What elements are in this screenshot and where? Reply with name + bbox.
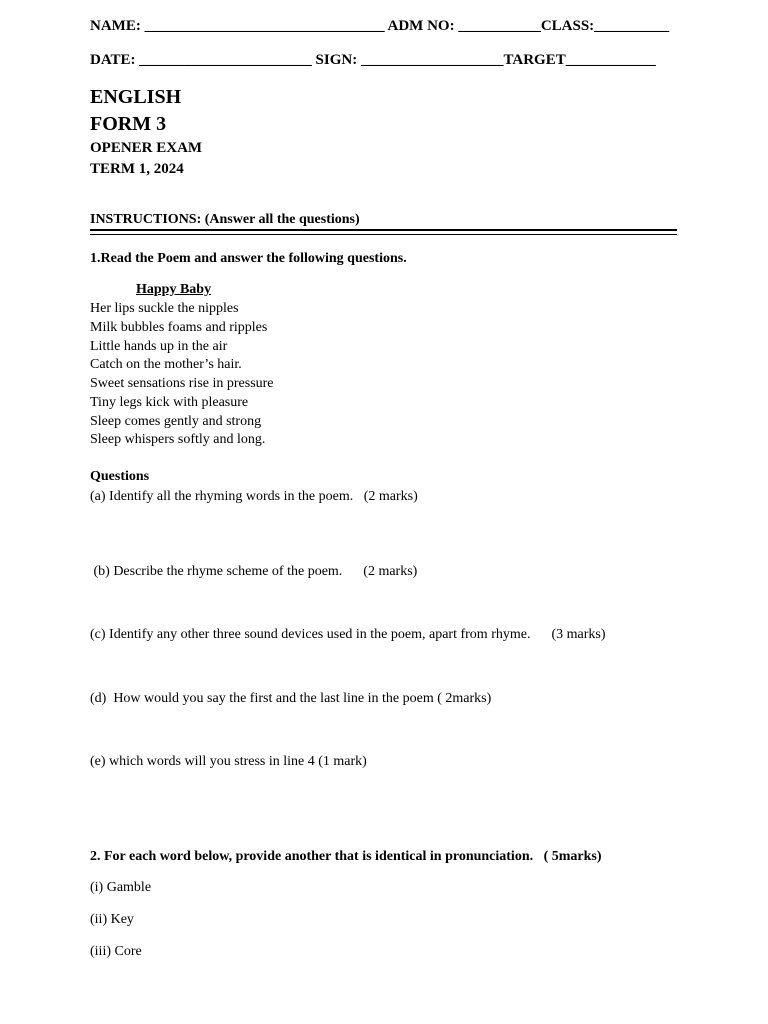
question-1c: (c) Identify any other three sound devices used in the poem, apart from rhyme. (3 marks) [90,627,606,642]
student-details-line: NAME: ________________________________ ADM NO: ___________CLASS:__________ [90,18,670,34]
form-title: FORM 3 [90,113,167,135]
question-1a: (a) Identify all the rhyming words in the poem. (2 marks) [90,489,418,504]
questions-heading: Questions [90,469,150,484]
instructions: INSTRUCTIONS: (Answer all the questions) [90,212,360,227]
instructions-rule-top [90,229,677,231]
question-2-prompt: 2. For each word below, provide another that is identical in pronunciation. ( 5marks) [90,849,602,864]
poem-line: Milk bubbles foams and ripples [90,320,268,335]
question-1-prompt: 1.Read the Poem and answer the following questions. [90,251,407,266]
question-2-item: (ii) Key [90,912,134,927]
poem-line: Sleep comes gently and strong [90,414,262,429]
poem-line: Catch on the mother’s hair. [90,357,242,372]
term-title: TERM 1, 2024 [90,161,184,177]
poem-line: Little hands up in the air [90,339,228,354]
poem-line: Sleep whispers softly and long. [90,432,266,447]
question-1b: (b) Describe the rhyme scheme of the poem. (2 marks) [90,564,418,579]
poem-line: Her lips suckle the nipples [90,301,239,316]
question-2-item: (i) Gamble [90,880,152,895]
subject-title: ENGLISH [90,86,182,108]
instructions-rule-bottom [90,234,677,235]
date-sign-target-line: DATE: _______________________ SIGN: ___________________TARGET____________ [90,52,656,68]
poem-line: Tiny legs kick with pleasure [90,395,249,410]
question-1e: (e) which words will you stress in line 4 (1 mark) [90,754,367,769]
poem-title: Happy Baby [136,282,212,297]
question-2-item: (iii) Core [90,944,142,959]
question-1d: (d) How would you say the first and the last line in the poem ( 2marks) [90,691,492,706]
poem-line: Sweet sensations rise in pressure [90,376,274,391]
exam-title: OPENER EXAM [90,140,203,156]
